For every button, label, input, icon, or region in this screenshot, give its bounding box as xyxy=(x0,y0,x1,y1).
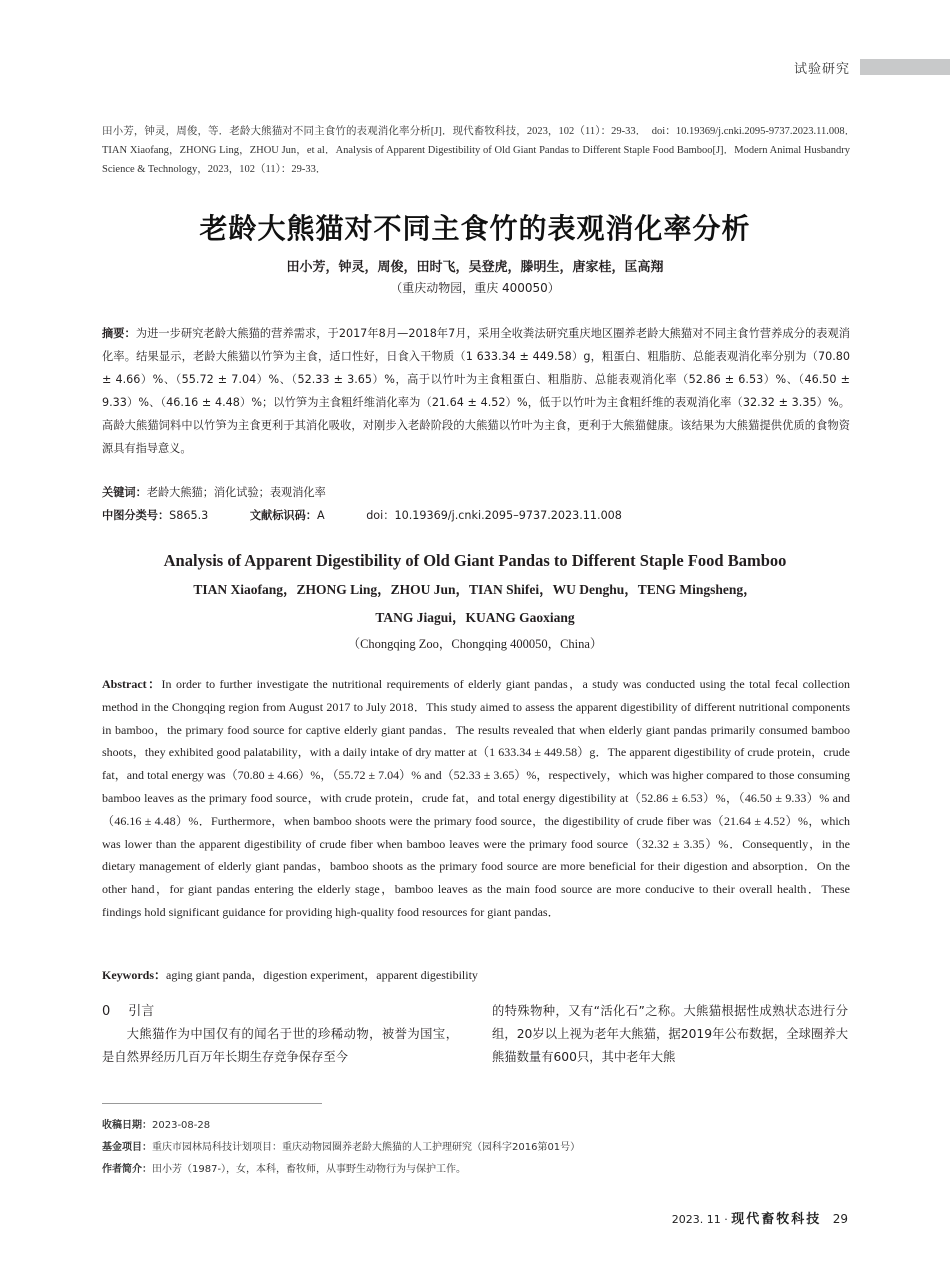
abstract-chinese xyxy=(102,322,850,460)
authors-chinese: 田小芳，钟灵，周俊，田时飞，吴登虎，滕明生，唐家桂，匡高翔 xyxy=(286,260,664,275)
authors-english-line1: TIAN Xiaofang，ZHONG Ling，ZHOU Jun，TIAN Shifei，WU Denghu，TENG Mingsheng， xyxy=(193,582,757,597)
abstract-en-text: In order to further investigate the nutritional requirements of elderly giant pandas，a study was conducted using the total fecal collection method in the Chongqing region from August 2017 to July 2018．This study aimed to assess the apparent digestibility of different nutritional components in bamboo，the primary food source for captive elderly giant pandas．The results revealed that when elderly giant pandas primarily consumed bamboo shoots，they exhibited good palatability，with a daily intake of dry matter at（1 633.34 ± 449.58）g．The apparent digestibility of crude protein，crude fat，and total energy was（70.80 ± 4.66）%，（55.72 ± 7.04）% and（52.33 ± 3.65）%，respectively，which was higher compared to those consuming bamboo leaves as the primary food source，with crude protein，crude fat，and total energy digestibility at（52.86 ± 6.53）%，（46.50 ± 9.33）% and（46.16 ± 4.48）%．Furthermore，when bamboo shoots were the primary food source，the digestibility of crude fiber was（21.64 ± 4.52）%，which was lower than the apparent digestibility of crude fiber when bamboo leaves were the primary food source（32.32 ± 3.35）%．Consequently，in the dietary management of elderly giant pandas，bamboo shoots as the primary food source are more beneficial for their digestion and absorption．On the other hand，for giant pandas entering the elderly stage，bamboo leaves as the main food source are more conducive to their overall health．These findings hold significant guidance for providing high-quality food resources for giant pandas． xyxy=(102,677,850,919)
clc-value: S865.3 xyxy=(169,509,209,522)
footnote-received xyxy=(102,1116,850,1131)
keywords-en-text: aging giant panda，digestion experiment，apparent digestibility xyxy=(166,968,478,982)
issue-label: 2023. 11 · xyxy=(671,1213,728,1226)
abstract-text: 为进一步研究老龄大熊猫的营养需求，于2017年8月—2018年7月，采用全收粪法研究重庆地区圈养老龄大熊猫对不同主食竹营养成分的表观消化率。结果显示，老龄大熊猫以竹笋为主食，适口性好，日食入干物质（1 633.34 ± 449.58）g，粗蛋白、粗脂肪、总能表观消化率分别为（70.80 ± 4.66）%、（55.72 ± 7.04）%、（52.33 ± 3.65）%，高于以竹叶为主食粗蛋白、粗脂肪、总能表观消化率（52.86 ± 6.53）%、（46.50 ± 9.33）%、（46.16 ± 4.48）%；以竹笋为主食粗纤维消化率为（21.64 ± 4.52）%，低于以竹叶为主食粗纤维的表观消化率（32.32 ± 3.35）%。高龄大熊猫饲料中以竹笋为主食更利于其消化吸收，对刚步入老龄阶段的大熊猫以竹叶为主食，更利于大熊猫健康。该结果为大熊猫提供优质的食物资源具有指导意义。 xyxy=(102,327,850,455)
body-paragraph-continued: 的特殊物种，又有“活化石”之称。大熊猫根据性成熟状态进行分组，20岁以上视为老年大熊猫，据2019年公布数据，全球圈养大熊猫数量有600只，其中老年大熊 xyxy=(492,1004,848,1064)
doi-item xyxy=(366,509,622,522)
author-value: 田小芳（1987-），女，本科，畜牧师，从事野生动物行为与保护工作。 xyxy=(152,1164,467,1175)
page-number: 29 xyxy=(832,1212,848,1226)
classification-line xyxy=(102,507,850,523)
footnote-author xyxy=(102,1160,850,1175)
doc-code-label: 文献标识码： xyxy=(249,509,317,522)
author-label: 作者简介： xyxy=(102,1164,152,1175)
keywords-text: 老龄大熊猫；消化试验；表观消化率 xyxy=(146,486,326,499)
fund-label: 基金项目： xyxy=(102,1142,152,1153)
clc-label: 中图分类号： xyxy=(102,509,170,522)
abstract-en-label: Abstract： xyxy=(102,677,162,691)
page-footer xyxy=(672,1208,848,1227)
abstract-english xyxy=(102,673,850,924)
body-paragraph: 大熊猫作为中国仅有的闻名于世的珍稀动物，被誉为国宝，是自然界经历几百万年长期生存竞争保存至今 xyxy=(102,1027,458,1064)
received-label: 收稿日期： xyxy=(102,1120,152,1131)
header-bar xyxy=(860,59,950,75)
section-label: 试验研究 xyxy=(793,61,850,77)
doc-code-value: A xyxy=(316,509,325,522)
received-value: 2023-08-28 xyxy=(152,1120,211,1131)
footnote-divider xyxy=(102,1103,322,1104)
section-number: 0 xyxy=(102,1004,111,1019)
authors-english-line2: TANG Jiagui，KUANG Gaoxiang xyxy=(375,610,575,625)
doc-code-item xyxy=(250,509,325,522)
page-header xyxy=(794,58,950,76)
affiliation-chinese: （重庆动物园，重庆 400050） xyxy=(390,281,560,295)
doi-value: 10.19369/j.cnki.2095–9737.2023.11.008 xyxy=(394,509,622,522)
footnote-fund xyxy=(102,1138,850,1153)
doi-label: doi： xyxy=(366,509,395,522)
keywords-en-label: Keywords： xyxy=(102,968,166,982)
keywords-chinese xyxy=(102,484,850,500)
abstract-label: 摘要： xyxy=(102,327,136,340)
body-column-right xyxy=(492,1000,848,1069)
journal-name: 现代畜牧科技 xyxy=(731,1212,822,1227)
section-title: 引言 xyxy=(128,1004,155,1019)
body-column-left xyxy=(102,1000,458,1069)
clc-item xyxy=(102,509,208,522)
fund-value: 重庆市园林局科技计划项目：重庆动物园圈养老龄大熊猫的人工护理研究（园科字2016第01号） xyxy=(152,1142,581,1153)
title-chinese: 老龄大熊猫对不同主食竹的表观消化率分析 xyxy=(199,212,751,245)
keywords-english xyxy=(102,966,850,983)
affiliation-english: （Chongqing Zoo，Chongqing 400050，China） xyxy=(347,637,603,651)
keywords-label: 关键词： xyxy=(102,486,147,499)
title-english: Analysis of Apparent Digestibility of Old Giant Pandas to Different Staple Food Bamboo xyxy=(163,551,787,570)
section-heading xyxy=(102,1000,458,1023)
citation-block: 田小芳，钟灵，周俊，等．老龄大熊猫对不同主食竹的表观消化率分析[J]．现代畜牧科技，2023，102（11）：29-33． doi：10.19369/j.cnki.2095-9737.2023.11.008． TIAN Xiaofang，ZHONG Ling，ZHOU Jun，et al．Analysis of Apparent Digestibility of Old Giant Pandas to Different Staple Food Bamboo[J]．Modern Animal Husbandry Science & Technology，2023，102（11）：29-33． xyxy=(102,126,861,175)
